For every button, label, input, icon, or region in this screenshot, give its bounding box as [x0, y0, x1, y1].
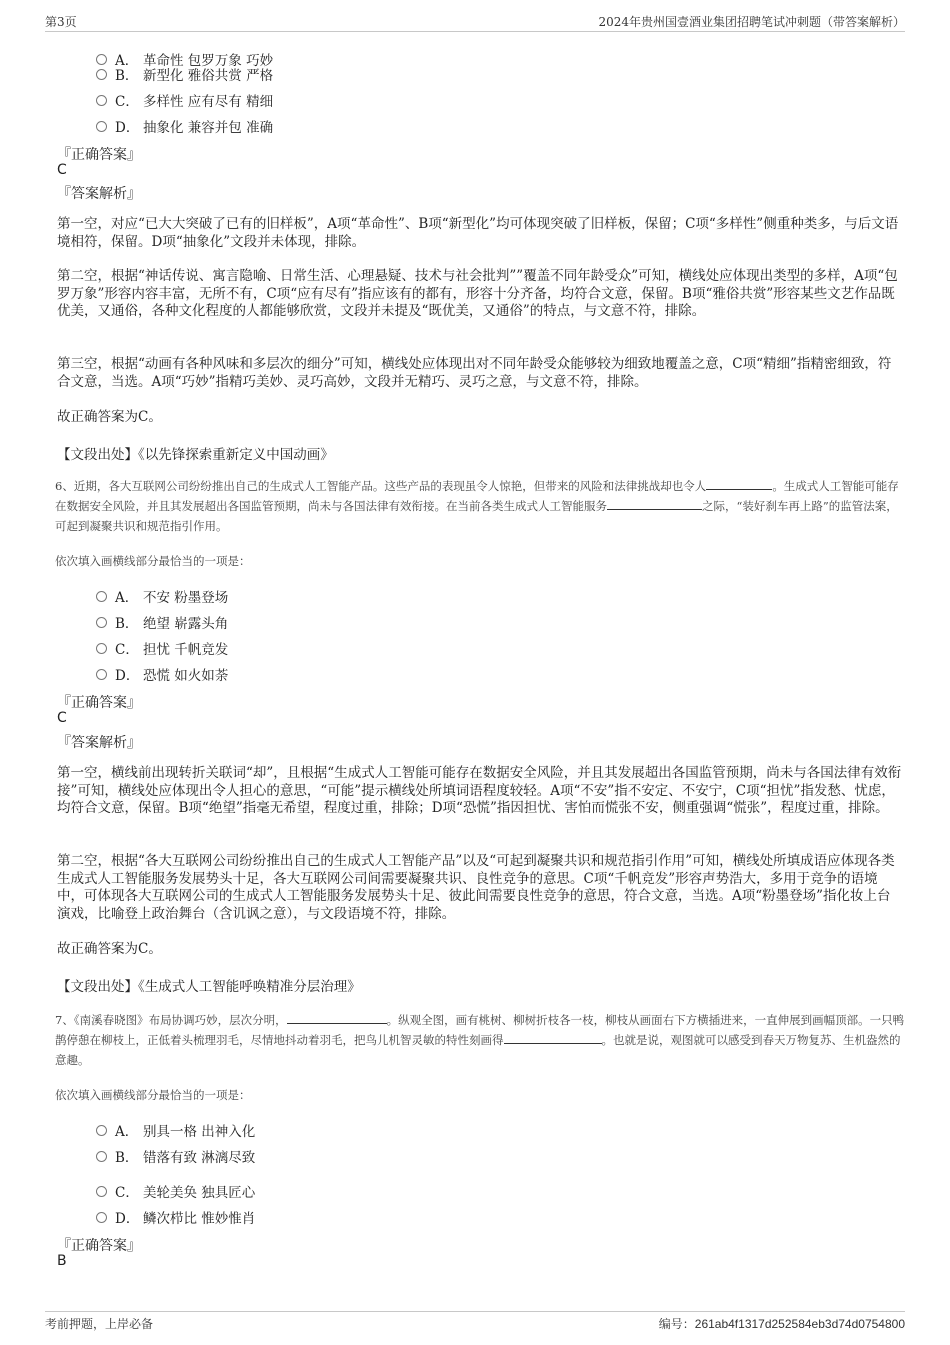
- q5-option-d[interactable]: D． 抽象化 兼容并包 准确: [96, 116, 273, 136]
- radio-icon[interactable]: [96, 121, 107, 132]
- q7-option-a[interactable]: A． 别具一格 出神入化: [96, 1120, 255, 1140]
- q5-option-c[interactable]: C． 多样性 应有尽有 精细: [96, 90, 273, 110]
- q7-option-b[interactable]: B． 错落有致 淋漓尽致: [96, 1146, 255, 1166]
- answer-blank-1: [287, 1012, 387, 1024]
- answer-blank-2: [607, 498, 702, 510]
- document-code: 编号：261ab4f1317d252584eb3d74d0754800: [658, 1317, 905, 1331]
- q6-option-a[interactable]: A． 不安 粉墨登场: [96, 586, 228, 606]
- q5-analysis-tag: 『答案解析』: [57, 186, 141, 202]
- q6-answer-tag: 『正确答案』: [57, 695, 141, 711]
- q6-option-c[interactable]: C． 担忧 千帆竞发: [96, 638, 228, 658]
- radio-icon[interactable]: [96, 617, 107, 628]
- q7-prompt: 依次填入画横线部分最恰当的一项是：: [55, 1088, 251, 1102]
- radio-icon[interactable]: [96, 69, 107, 80]
- q5-analysis-paragraph-2: 第二空，根据“神话传说、寓言隐喻、日常生活、心理悬疑、技术与社会批判””覆盖不同年龄受众”可知，横线处应体现出类型的多样，A项“包罗万象”形容内容丰富，无所不有，C项“应有尽有”指应该有的都有，形容十分齐备，均符合文意，保留。B项“雅俗共赏”形容某些文艺作品既优美，又通俗，各种文化程度的人都能够欣赏，文段并未提及“既优美，又通俗”的特点，与文意不符，排除。: [57, 268, 898, 319]
- radio-icon[interactable]: [96, 591, 107, 602]
- q5-analysis-paragraph-1: 第一空，对应“已大大突破了已有的旧样板”，A项“革命性”、B项“新型化”均可体现突破了旧样板，保留；C项“多样性”侧重种类多，与后文语境相符，保留。D项“抽象化”文段并未体现，排除。: [57, 216, 899, 250]
- document-title: 2024年贵州国壹酒业集团招聘笔试冲刺题（带答案解析）: [598, 15, 905, 29]
- q5-analysis-paragraph-3: 第三空，根据“动画有各种风味和多层次的细分”可知，横线处应体现出对不同年龄受众能够较为细致地覆盖之意，C项“精细”指精密细致，符合文意，当选。A项“巧妙”指精巧美妙、灵巧高妙，文段并无精巧、灵巧之意，与文意不符，排除。: [57, 356, 892, 390]
- q6-option-b[interactable]: B． 绝望 崭露头角: [96, 612, 228, 632]
- q5-answer-tag: 『正确答案』: [57, 147, 141, 163]
- footer-slogan: 考前押题，上岸必备: [45, 1317, 154, 1331]
- radio-icon[interactable]: [96, 669, 107, 680]
- q7-stem: 7、《南溪春晓图》布局协调巧妙，层次分明， 。纵观全图，画有桃树、柳树折枝各一枝，柳枝从画面右下方横插进来，一直伸展到画幅顶部。一只鸭鹊停憩在柳枝上，正低着头梳理羽毛，尽情地抖动着羽毛，把鸟儿机智灵敏的特性刻画得 。也就是说，观图就可以感受到春天万物复苏、生机盎然的意趣。: [55, 1013, 905, 1067]
- radio-icon[interactable]: [96, 643, 107, 654]
- q5-source: 【文段出处】《以先锋探索重新定义中国动画》: [57, 447, 334, 463]
- radio-icon[interactable]: [96, 1125, 107, 1136]
- q6-answer: C: [57, 710, 67, 726]
- radio-icon[interactable]: [96, 1212, 107, 1223]
- q5-answer: C: [57, 162, 67, 178]
- q6-analysis-paragraph-2: 第二空，根据“各大互联网公司纷纷推出自己的生成式人工智能产品”以及“可起到凝聚共识和规范指引作用”可知，横线处所填成语应体现各类生成式人工智能服务发展势头十足，各大互联网公司间需要凝聚共识、良性竞争的意思。C项“千帆竞发”形容声势浩大，多用于竞争的语境中，可体现各大互联网公司的生成式人工智能服务发展势头十足、彼此间需要良性竞争的意思，符合文意，当选。A项“粉墨登场”指化妆上台演戏，比喻登上政治舞台（含讥讽之意），与文段语境不符，排除。: [57, 853, 895, 922]
- q6-analysis-tag: 『答案解析』: [57, 735, 141, 751]
- q6-analysis-paragraph-1: 第一空，横线前出现转折关联词“却”，且根据“生成式人工智能可能存在数据安全风险，并且其发展超出各国监管预期，尚未与各国法律有效衔接”可知，横线处应体现出令人担心的意思，“可能”提示横线处所填词语程度较轻。A项“不安”指不安定、不安宁，C项“担忧”指发愁、忧虑，均符合文意，保留。B项“绝望”指毫无希望，程度过重，排除；D项“恐慌”指因担忧、害怕而慌张不安，侧重强调“慌张”，程度过重，排除。: [57, 765, 902, 816]
- answer-blank-1: [706, 478, 772, 490]
- q6-option-d[interactable]: D． 恐慌 如火如荼: [96, 664, 228, 684]
- q7-answer-tag: 『正确答案』: [57, 1238, 141, 1254]
- page-number: 第3页: [45, 15, 77, 29]
- q7-answer: B: [57, 1253, 67, 1269]
- radio-icon[interactable]: [96, 1151, 107, 1162]
- q6-source: 【文段出处】《生成式人工智能呼唤精准分层治理》: [57, 979, 361, 995]
- q7-option-d[interactable]: D． 鳞次栉比 惟妙惟肖: [96, 1207, 255, 1227]
- radio-icon[interactable]: [96, 95, 107, 106]
- q6-conclusion: 故正确答案为C。: [57, 941, 162, 957]
- q5-option-b[interactable]: B． 新型化 雅俗共赏 严格: [96, 64, 273, 84]
- answer-blank-2: [504, 1032, 602, 1044]
- q5-conclusion: 故正确答案为C。: [57, 409, 162, 425]
- radio-icon[interactable]: [96, 1186, 107, 1197]
- q6-stem: 6、近期，各大互联网公司纷纷推出自己的生成式人工智能产品。这些产品的表现虽令人惊艳，但带来的风险和法律挑战却也令人 。生成式人工智能可能存在数据安全风险，并且其发展超出各国监管预期，尚未与各国法律有效衔接。在当前各类生成式人工智能服务 之际，“装好刹车再上路”的监管法案，可起到凝聚共识和规范指引作用。: [55, 479, 899, 533]
- radio-icon[interactable]: [96, 54, 107, 65]
- footer-divider: [45, 1311, 905, 1312]
- header-divider: [45, 31, 905, 32]
- q6-prompt: 依次填入画横线部分最恰当的一项是：: [55, 554, 251, 568]
- q7-option-c[interactable]: C． 美轮美奂 独具匠心: [96, 1181, 255, 1201]
- q5-option-a[interactable]: A． 革命性 包罗万象 巧妙: [96, 49, 273, 69]
